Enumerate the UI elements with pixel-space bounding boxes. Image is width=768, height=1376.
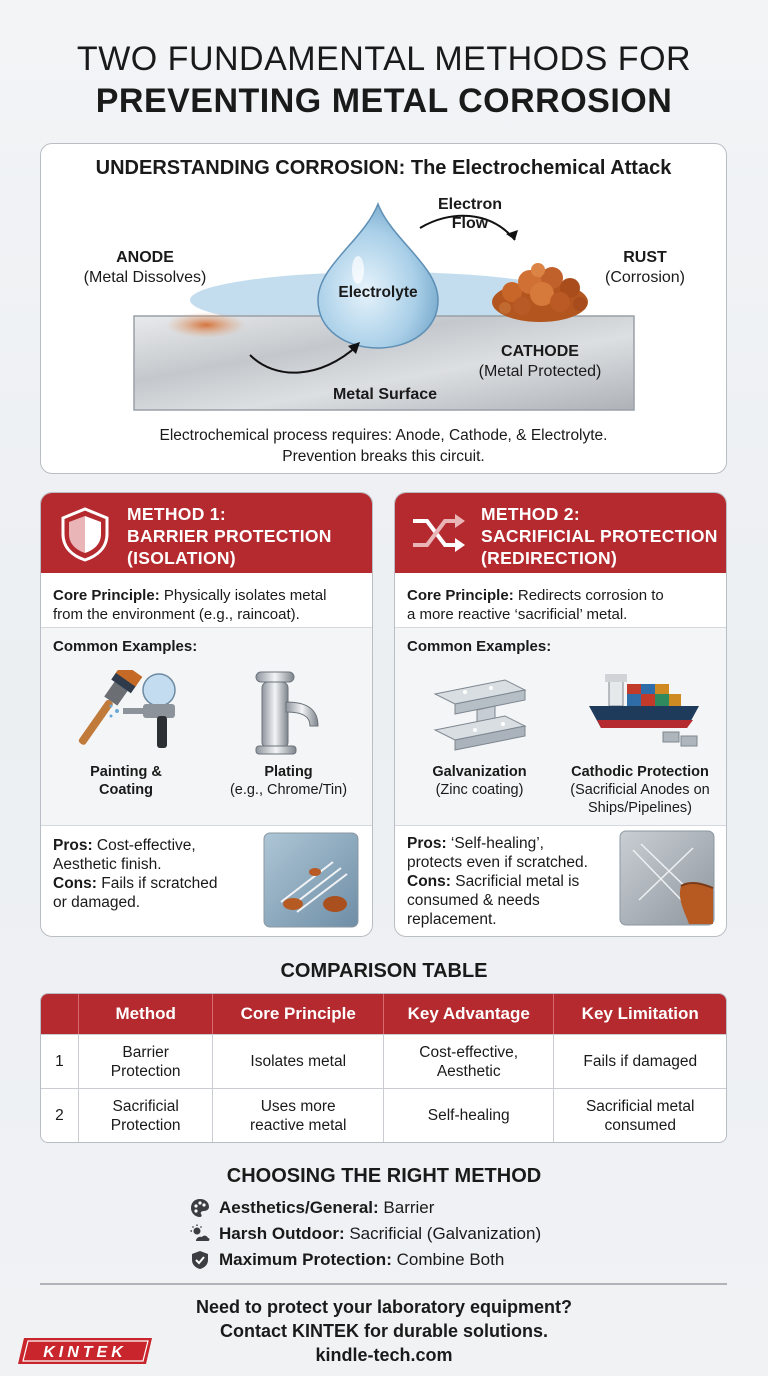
- method-1-example-1-title-2: Coating: [99, 782, 153, 798]
- table-row: [41, 1088, 726, 1142]
- electrolyte-label: Electrolyte: [338, 284, 418, 301]
- method-1-title-3: (ISOLATION): [127, 548, 236, 568]
- table-header-method: Method: [79, 994, 214, 1034]
- galvanized-beam-icon: [425, 672, 535, 752]
- choice-harsh-outdoor-value: Sacrificial (Galvanization): [344, 1224, 542, 1243]
- understanding-footer-line-2: Prevention breaks this circuit.: [282, 448, 485, 465]
- method-2-title-3: (REDIRECTION): [481, 548, 618, 568]
- choosing-title: CHOOSING THE RIGHT METHOD: [226, 1165, 542, 1187]
- footer-divider: [40, 1283, 727, 1285]
- method-2-example-2-sub-1: (Sacrificial Anodes on: [570, 782, 710, 798]
- choice-maximum-protection-value: Combine Both: [391, 1250, 505, 1269]
- zinc-surface-image: [619, 830, 715, 926]
- table-cell-advantage: [384, 1034, 555, 1088]
- scratched-rust-image: [263, 832, 359, 928]
- method-2-principle: [407, 586, 722, 624]
- method-2-example-1-title: Galvanization: [432, 764, 527, 780]
- method-1-pros-text-1: Cost-effective,: [92, 837, 196, 854]
- method-1-examples-label: Common Examples:: [53, 638, 198, 655]
- redirect-arrows-icon: [409, 511, 467, 557]
- method-1-pros-text-2: Aesthetic finish.: [53, 856, 162, 873]
- table-cell-method: [79, 1088, 214, 1142]
- method-1-pros-cons-section: [41, 825, 372, 937]
- table-header-principle: Core Principle: [213, 994, 383, 1034]
- table-cell-principle: [213, 1088, 383, 1142]
- method-2-cons-text-1: Sacrificial metal is: [450, 873, 580, 890]
- choice-maximum-protection-label: Maximum Protection:: [219, 1250, 392, 1269]
- cell-line: Isolates metal: [250, 1053, 347, 1070]
- method-2-example-2-sub-2: Ships/Pipelines): [588, 800, 692, 816]
- method-1-principle: [53, 586, 368, 624]
- method-2-principle-text-2: a more reactive ‘sacrificial’ metal.: [407, 606, 628, 623]
- choice-harsh-outdoor-label: Harsh Outdoor:: [219, 1224, 345, 1243]
- cathode-sublabel: (Metal Protected): [478, 363, 602, 380]
- anode-spot: [166, 312, 246, 338]
- table-cell-method: [79, 1034, 214, 1088]
- table-cell-principle: [213, 1034, 383, 1088]
- method-1-example-2-label: [211, 763, 366, 799]
- method-2-cons-label: Cons:: [407, 873, 451, 890]
- comparison-table: [40, 993, 727, 1143]
- method-1-cons-text-2: or damaged.: [53, 894, 141, 911]
- method-1-title-2: BARRIER PROTECTION: [127, 526, 332, 546]
- cell-line: Aesthetic: [436, 1062, 501, 1080]
- cathode-label: CATHODE: [501, 343, 579, 360]
- choice-maximum-protection: [190, 1249, 504, 1271]
- method-2-pros: [407, 834, 617, 929]
- method-2-principle-text-1: Redirects corrosion to: [513, 587, 664, 604]
- table-cell-num: 2: [41, 1088, 79, 1142]
- cell-line: Self-healing: [427, 1107, 510, 1124]
- cell-line: Protection: [110, 1116, 181, 1134]
- method-2-card: [394, 492, 727, 937]
- svg-text:KINTEK: KINTEK: [43, 1344, 127, 1361]
- choice-aesthetics-value: Barrier: [378, 1198, 435, 1217]
- method-2-cons-text-3: replacement.: [407, 911, 497, 928]
- table-cell-limitation: [554, 1088, 726, 1142]
- cell-line: reactive metal: [249, 1116, 347, 1134]
- table-cell-advantage: [384, 1088, 555, 1142]
- method-2-examples-section: [395, 627, 726, 825]
- method-1-header: [41, 493, 372, 573]
- understanding-footer-line-1: Electrochemical process requires: Anode, Cathode, & Electrolyte.: [159, 427, 608, 444]
- method-1-principle-text-1: Physically isolates metal: [159, 587, 327, 604]
- method-1-example-1-title-1: Painting &: [90, 764, 162, 780]
- title-line-2: PREVENTING METAL CORROSION: [95, 82, 673, 120]
- electron-flow-label-1: Electron: [437, 196, 502, 213]
- title-line-1: TWO FUNDAMENTAL METHODS FOR: [76, 40, 692, 78]
- method-1-example-2-title: Plating: [264, 764, 313, 780]
- method-1-card: [40, 492, 373, 937]
- method-2-cons-text-2: consumed & needs: [407, 892, 540, 909]
- anode-label: ANODE: [116, 249, 174, 266]
- paintbrush-spray-gun-icon: [61, 670, 191, 760]
- weather-icon: [190, 1224, 210, 1244]
- rust-pile-icon: [492, 263, 588, 322]
- rust-sublabel: (Corrosion): [604, 269, 685, 286]
- method-2-example-1-label: [407, 763, 552, 799]
- method-1-cons-text-1: Fails if scratched: [96, 875, 218, 892]
- faucet-icon: [246, 668, 326, 758]
- footer-line-2: Contact KINTEK for durable solutions.: [219, 1321, 548, 1341]
- method-1-title-1: METHOD 1:: [127, 504, 226, 524]
- method-2-pros-label: Pros:: [407, 835, 447, 852]
- comparison-title: COMPARISON TABLE: [280, 960, 488, 982]
- method-2-header: [395, 493, 726, 573]
- shield-icon: [59, 506, 111, 562]
- cell-line: Protection: [110, 1062, 181, 1080]
- understanding-footer: [40, 425, 727, 467]
- method-2-title-2: SACRIFICIAL PROTECTION: [481, 526, 718, 546]
- table-header-advantage: Key Advantage: [384, 994, 555, 1034]
- footer-line-1: Need to protect your laboratory equipment?: [195, 1297, 573, 1317]
- method-1-pros: [53, 836, 263, 912]
- method-2-example-2-title: Cathodic Protection: [571, 764, 709, 780]
- method-1-principle-label: Core Principle:: [53, 587, 160, 604]
- method-2-examples-label: Common Examples:: [407, 638, 552, 655]
- method-2-pros-cons-section: [395, 825, 726, 937]
- table-cell-num: 1: [41, 1034, 79, 1088]
- table-row: [41, 1034, 726, 1088]
- choice-harsh-outdoor: [190, 1223, 541, 1245]
- understanding-title: UNDERSTANDING CORROSION: The Electrochemical Attack: [95, 157, 672, 179]
- method-2-pros-text-2: protects even if scratched.: [407, 854, 588, 871]
- choice-aesthetics: [190, 1197, 434, 1219]
- table-header-limitation: Key Limitation: [554, 994, 726, 1034]
- table-header-num: [41, 994, 79, 1034]
- method-2-pros-text-1: ‘Self-healing’,: [446, 835, 544, 852]
- cell-line: Sacrificial: [112, 1097, 179, 1115]
- cell-line: Cost-effective,: [419, 1043, 519, 1061]
- choice-aesthetics-label: Aesthetics/General:: [219, 1198, 379, 1217]
- cell-line: Sacrificial metal: [585, 1097, 695, 1115]
- shield-check-icon: [190, 1250, 210, 1270]
- method-1-example-1-label: [66, 763, 186, 799]
- electron-flow-label-2: Flow: [451, 215, 489, 232]
- cell-line: Uses more: [260, 1097, 336, 1115]
- rust-label: RUST: [623, 249, 667, 266]
- kintek-logo: [18, 1338, 152, 1364]
- cell-line: Fails if damaged: [583, 1053, 698, 1070]
- footer-url[interactable]: kindle-tech.com: [315, 1345, 453, 1365]
- method-1-cons-label: Cons:: [53, 875, 97, 892]
- anode-sublabel: (Metal Dissolves): [83, 269, 207, 286]
- cell-line: Barrier: [122, 1043, 169, 1061]
- method-1-example-2-sub: (e.g., Chrome/Tin): [229, 782, 348, 798]
- table-cell-limitation: [554, 1034, 726, 1088]
- cargo-ship-icon: [583, 666, 707, 756]
- table-header-row: [41, 994, 726, 1034]
- method-2-example-1-sub: (Zinc coating): [435, 782, 524, 798]
- method-2-example-2-label: [555, 763, 725, 817]
- cell-line: consumed: [604, 1116, 676, 1134]
- method-2-principle-label: Core Principle:: [407, 587, 514, 604]
- method-1-examples-section: [41, 627, 372, 825]
- method-2-title-1: METHOD 2:: [481, 504, 580, 524]
- method-1-pros-label: Pros:: [53, 837, 93, 854]
- method-1-principle-text-2: from the environment (e.g., raincoat).: [53, 606, 300, 623]
- palette-icon: [190, 1198, 210, 1218]
- metal-surface-label: Metal Surface: [332, 386, 438, 403]
